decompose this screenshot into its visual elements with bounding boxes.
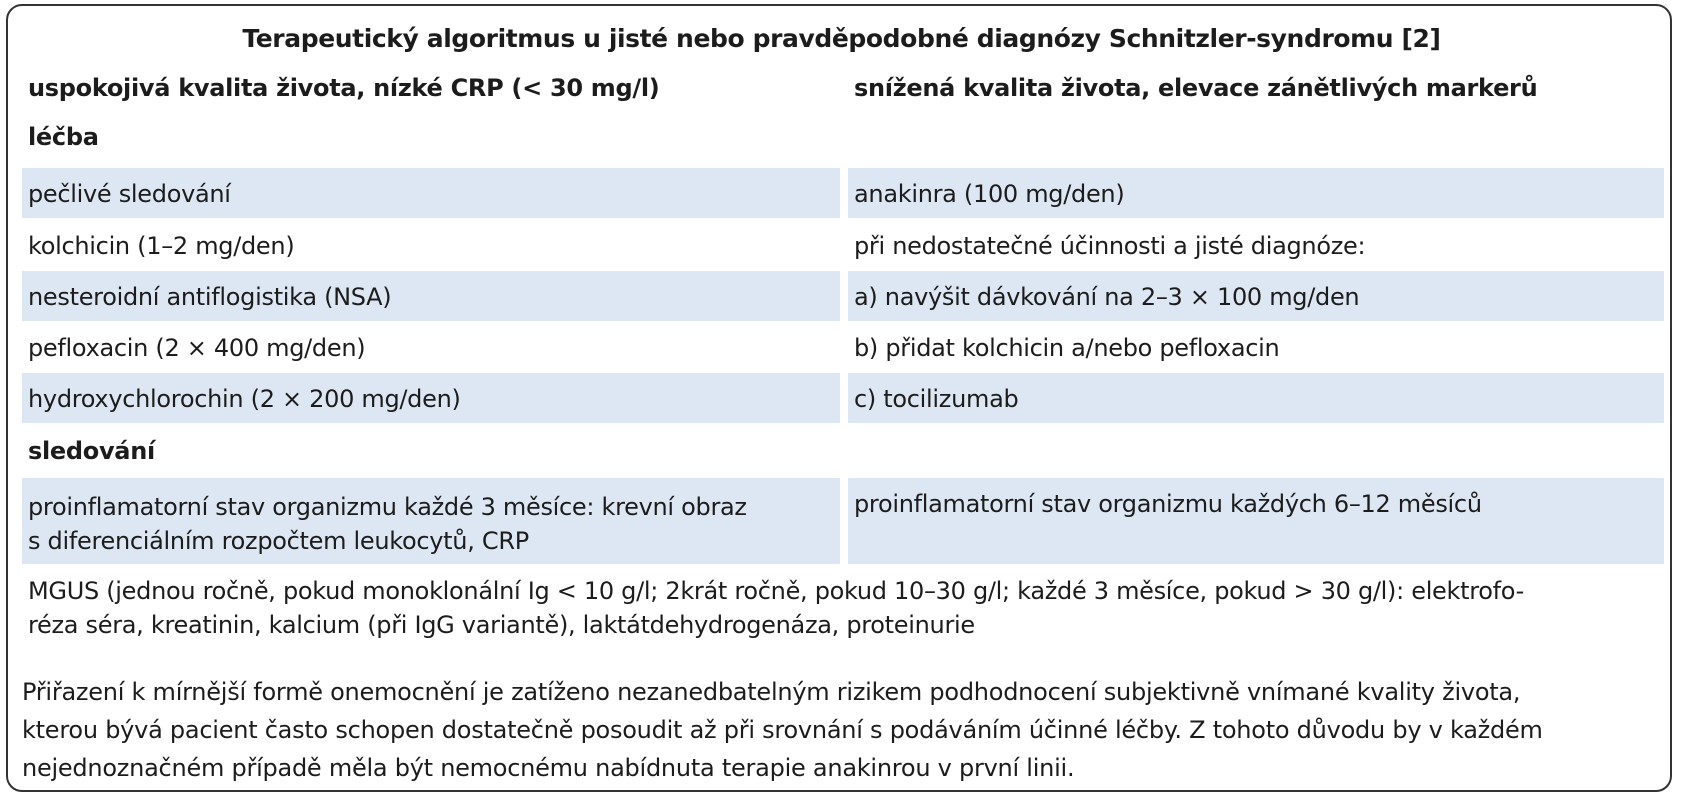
table-cell-left: pefloxacin (2 × 400 mg/den) (28, 334, 366, 362)
table-cell-left: pečlivé sledování (22, 168, 840, 218)
mgus-line: réza séra, kreatinin, kalcium (při IgG variantě), laktátdehydrogenáza, proteinurie (28, 611, 975, 639)
table-cell-left: hydroxychlorochin (2 × 200 mg/den) (22, 373, 840, 423)
table-cell-left (22, 478, 840, 564)
footnote-text (22, 673, 1662, 787)
table-cell-right: a) navýšit dávkování na 2–3 × 100 mg/den (848, 271, 1664, 321)
table-title: Terapeutický algoritmus u jisté nebo pravděpodobné diagnózy Schnitzler-syndromu [2] (242, 24, 1441, 53)
table-cell-right: proinflamatorní stav organizmu každých 6–12 měsíců (848, 478, 1664, 564)
section-row-treatment (22, 111, 1664, 161)
table-row (22, 322, 1664, 372)
column-header-row (22, 62, 1664, 112)
cell-line: s diferenciálním rozpočtem leukocytů, CRP (28, 527, 529, 555)
table-cell-right: c) tocilizumab (848, 373, 1664, 423)
table-cell-left: kolchicin (1–2 mg/den) (28, 232, 295, 260)
table-row (22, 478, 1664, 564)
mgus-line: MGUS (jednou ročně, pokud monoklonální Ig < 10 g/l; 2krát ročně, pokud 10–30 g/l; každé 3 měsíce, pokud > 30 g/l): elektrofo- (28, 577, 1524, 605)
table-row (22, 168, 1664, 218)
table-cell-right: anakinra (100 mg/den) (848, 168, 1664, 218)
footnote-line: kterou bývá pacient často schopen dostatečně posoudit až při srovnání s podáváním účinné léčby. Z tohoto důvodu by v každém (22, 716, 1543, 744)
table-row (22, 373, 1664, 423)
table-cell-right: při nedostatečné účinnosti a jisté diagnóze: (854, 232, 1366, 260)
mgus-text (28, 574, 1658, 642)
column-header-right: snížená kvalita života, elevace zánětlivých markerů (854, 74, 1538, 102)
cell-line: proinflamatorní stav organizmu každé 3 měsíce: krevní obraz (28, 493, 747, 521)
footnote-line: nejednoznačném případě měla být nemocnému nabídnuta terapie anakinrou v první linii. (22, 754, 1075, 782)
section-row-monitoring (22, 425, 1664, 475)
column-header-left: uspokojivá kvalita života, nízké CRP (< 30 mg/l) (28, 74, 660, 102)
section-label-treatment: léčba (28, 123, 99, 151)
table-row (22, 271, 1664, 321)
table-cell-right: b) přidat kolchicin a/nebo pefloxacin (854, 334, 1280, 362)
section-label-monitoring: sledování (28, 437, 155, 465)
table-cell-left: nesteroidní antiflogistika (NSA) (22, 271, 840, 321)
footnote-line: Přiřazení k mírnější formě onemocnění je zatíženo nezanedbatelným rizikem podhodnocení subjektivně vnímané kvality života, (22, 678, 1521, 706)
table-row (22, 220, 1664, 270)
